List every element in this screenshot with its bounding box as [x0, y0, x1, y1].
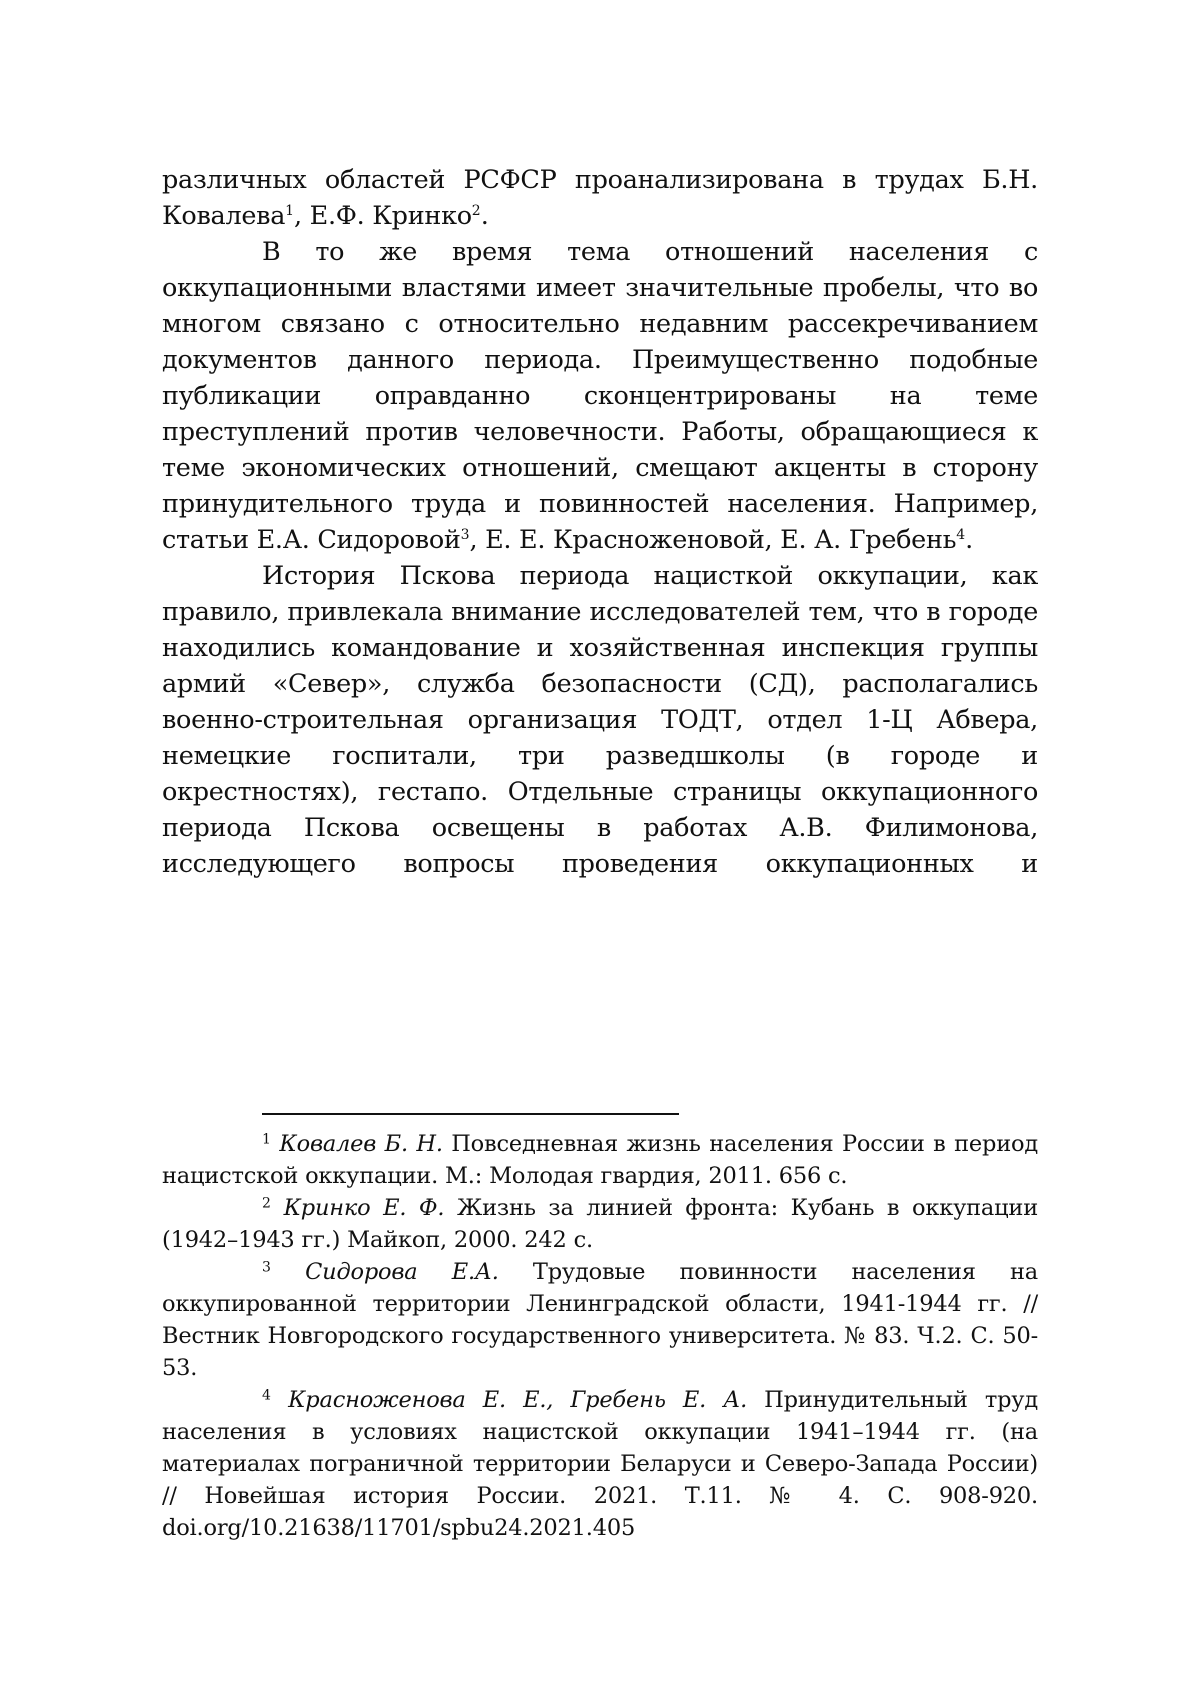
main-text [162, 162, 1038, 882]
paragraph-1 [162, 162, 1038, 234]
paragraph-2-text-b: , Е. Е. Красноженовой, Е. А. Гребень [470, 525, 957, 555]
footnote-3 [162, 1256, 1038, 1384]
footnote-number: 1 [262, 1131, 271, 1147]
footnote-text: Принудительный труд населения в условиях нацистской оккупации 1941–1944 гг. (на материалах пограничной территории Беларуси и Северо-Запада России) // Новейшая история России. 2021. Т.11. № 4. С. 908-920. doi.org/10.21638/11701/spbu24.2021.405 [162, 1387, 1038, 1541]
footnote-text: Трудовые повинности населения на оккупированной территории Ленинградской области, 1941-1944 гг. // Вестник Новгородского государственного университета. № 83. Ч.2. С. 50-53. [162, 1259, 1038, 1381]
footnote-ref-3[interactable]: 3 [461, 527, 470, 543]
footnote-number: 2 [262, 1195, 271, 1211]
paragraph-2 [162, 234, 1038, 558]
footnote-author: Кринко Е. Ф. [284, 1195, 445, 1221]
paragraph-3: История Пскова периода нацисткой оккупации, как правило, привлекала внимание исследователей тем, что в городе находились командование и хозяйственная инспекция группы армий «Север», служба безопасности (СД), располагались военно-строительная организация ТОДТ, отдел 1-Ц Абвера, немецкие госпитали, три разведшколы (в городе и окрестностях), гестапо. Отдельные страницы оккупационного периода Пскова освещены в работах А.В. Филимонова, исследующего вопросы проведения оккупационных и [162, 558, 1038, 882]
footnote-1 [162, 1128, 1038, 1192]
footnote-author: Сидорова Е.А. [305, 1259, 499, 1285]
footnote-ref-1[interactable]: 1 [285, 203, 294, 219]
footnote-text: Жизнь за линией фронта: Кубань в оккупации (1942–1943 гг.) Майкоп, 2000. 242 с. [162, 1195, 1038, 1253]
footnote-author: Ковалев Б. Н. [279, 1131, 442, 1157]
footnotes [162, 1128, 1038, 1544]
paragraph-1-text-c: . [481, 201, 489, 231]
footnote-text: Повседневная жизнь населения России в период нацистской оккупации. М.: Молодая гвардия, 2011. 656 с. [162, 1131, 1038, 1189]
paragraph-1-text-b: , Е.Ф. Кринко [294, 201, 472, 231]
paragraph-1-text-a: различных областей РСФСР проанализирована в трудах Б.Н. Ковалева [162, 165, 1038, 231]
footnote-ref-2[interactable]: 2 [472, 203, 481, 219]
footnote-4 [162, 1384, 1038, 1544]
paragraph-2-text-c: . [965, 525, 973, 555]
footnote-separator [262, 1113, 679, 1115]
footnote-number: 3 [262, 1259, 271, 1275]
document-page [0, 0, 1200, 1703]
paragraph-2-text-a: В то же время тема отношений населения с оккупационными властями имеет значительные пробелы, что во многом связано с относительно недавним рассекречиванием документов данного периода. Преимущественно подобные публикации оправданно сконцентрированы на теме преступлений против человечности. Работы, обращающиеся к теме экономических отношений, смещают акценты в сторону принудительного труда и повинностей населения. Например, статьи Е.А. Сидоровой [162, 237, 1038, 555]
footnote-2 [162, 1192, 1038, 1256]
footnote-ref-4[interactable]: 4 [956, 527, 965, 543]
footnote-author: Красноженова Е. Е., Гребень Е. А. [288, 1387, 747, 1413]
footnote-number: 4 [262, 1387, 271, 1403]
